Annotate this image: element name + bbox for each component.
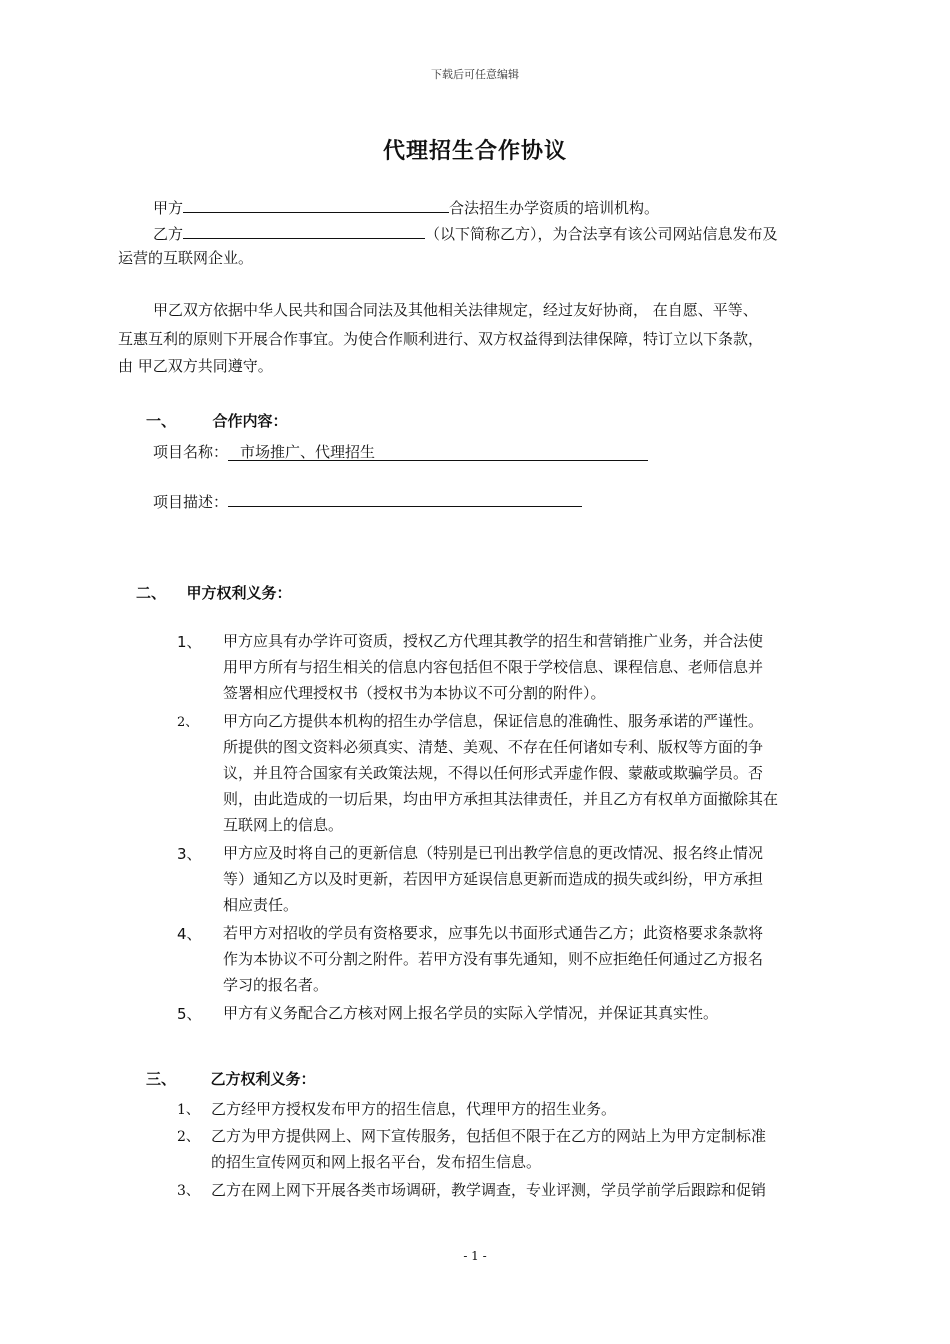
project-name-value: 市场推广、代理招生 [240, 443, 376, 461]
party-b-label: 乙方 [153, 225, 184, 243]
list-item-line: 甲方有义务配合乙方核对网上报名学员的实际入学情况，并保证其真实性。 [223, 1004, 719, 1022]
project-desc-blank [228, 490, 582, 507]
section-1-title: 合作内容： [212, 412, 288, 430]
section-2-heading [136, 582, 292, 603]
list-item-num: 3、 [177, 1183, 200, 1199]
page-number: - 1 - [463, 1249, 487, 1263]
project-name-field [228, 442, 648, 461]
list-item-num: 4、 [177, 925, 202, 943]
intro-line: 由 甲乙双方共同遵守。 [118, 357, 273, 375]
list-item-num: 5、 [177, 1005, 202, 1023]
party-a-suffix: 合法招生办学资质的培训机构。 [449, 199, 660, 217]
list-item-num: 2、 [177, 715, 199, 730]
list-item-line: 用甲方所有与招生相关的信息内容包括但不限于学校信息、课程信息、老师信息并 [223, 658, 764, 676]
party-b-line [153, 222, 778, 244]
list-item-num: 2、 [177, 1129, 200, 1145]
list-item-line: 学习的报名者。 [223, 976, 329, 994]
party-a-blank [183, 196, 449, 213]
header-note: 下载后可任意编辑 [431, 68, 519, 81]
section-1-heading [146, 410, 288, 431]
list-item-line: 乙方经甲方授权发布甲方的招生信息，代理甲方的招生业务。 [211, 1100, 617, 1118]
project-desc-row [153, 490, 582, 512]
party-a-line [153, 196, 659, 218]
section-1-num: 一、 [146, 412, 177, 430]
project-name-row [153, 442, 648, 462]
list-item-line: 甲方向乙方提供本机构的招生办学信息，保证信息的准确性、服务承诺的严谨性。 [223, 712, 764, 730]
project-name-label: 项目名称： [153, 443, 229, 461]
list-item-line: 则，由此造成的一切后果，均由甲方承担其法律责任，并且乙方有权单方面撤除其在 [223, 790, 779, 808]
section-3-num: 三、 [146, 1070, 177, 1088]
intro-line: 互惠互利的原则下开展合作事宜。为使合作顺利进行、双方权益得到法律保障，特订立以下条款， [118, 330, 764, 348]
list-item-line: 甲方应及时将自己的更新信息（特别是已刊出教学信息的更改情况、报名终止情况 [223, 844, 764, 862]
list-item-line: 作为本协议不可分割之附件。若甲方没有事先通知，则不应拒绝任何通过乙方报名 [223, 950, 764, 968]
list-item-line: 甲方应具有办学许可资质，授权乙方代理其教学的招生和营销推广业务，并合法使 [223, 632, 764, 650]
list-item-num: 1、 [177, 1102, 200, 1118]
list-item-num: 1、 [177, 633, 202, 651]
project-desc-label: 项目描述： [153, 493, 229, 511]
list-item-line: 乙方为甲方提供网上、网下宣传服务，包括但不限于在乙方的网站上为甲方定制标准 [211, 1127, 767, 1145]
list-item-line: 等）通知乙方以及时更新，若因甲方延误信息更新而造成的损失或纠纷，甲方承担 [223, 870, 764, 888]
section-2-title: 甲方权利义务： [186, 584, 292, 602]
party-b-continued: 运营的互联网企业。 [118, 249, 254, 267]
list-item-line: 的招生宣传网页和网上报名平台，发布招生信息。 [211, 1153, 542, 1171]
section-2-num: 二、 [136, 584, 167, 602]
list-item-line: 相应责任。 [223, 896, 299, 914]
intro-line: 甲乙双方依据中华人民共和国合同法及其他相关法律规定，经过友好协商， 在自愿、平等、 [153, 301, 758, 319]
list-item-line: 所提供的图文资料必须真实、清楚、美观、不存在任何诸如专利、版权等方面的争 [223, 738, 764, 756]
section-3-title: 乙方权利义务： [210, 1070, 316, 1088]
page-title: 代理招生合作协议 [382, 139, 567, 164]
list-item-line: 签署相应代理授权书（授权书为本协议不可分割的附件）。 [223, 684, 606, 702]
section-3-heading [146, 1068, 316, 1089]
list-item-line: 互联网上的信息。 [223, 816, 344, 834]
list-item-line: 若甲方对招收的学员有资格要求，应事先以书面形式通告乙方；此资格要求条款将 [223, 924, 764, 942]
party-b-suffix: （以下简称乙方），为合法享有该公司网站信息发布及 [425, 225, 778, 243]
party-a-label: 甲方 [153, 199, 184, 217]
list-item-num: 3、 [177, 845, 202, 863]
list-item-line: 乙方在网上网下开展各类市场调研，教学调查，专业评测，学员学前学后跟踪和促销 [211, 1181, 767, 1199]
party-b-blank [183, 222, 425, 239]
list-item-line: 议，并且符合国家有关政策法规，不得以任何形式弄虚作假、蒙蔽或欺骗学员。否 [223, 764, 764, 782]
